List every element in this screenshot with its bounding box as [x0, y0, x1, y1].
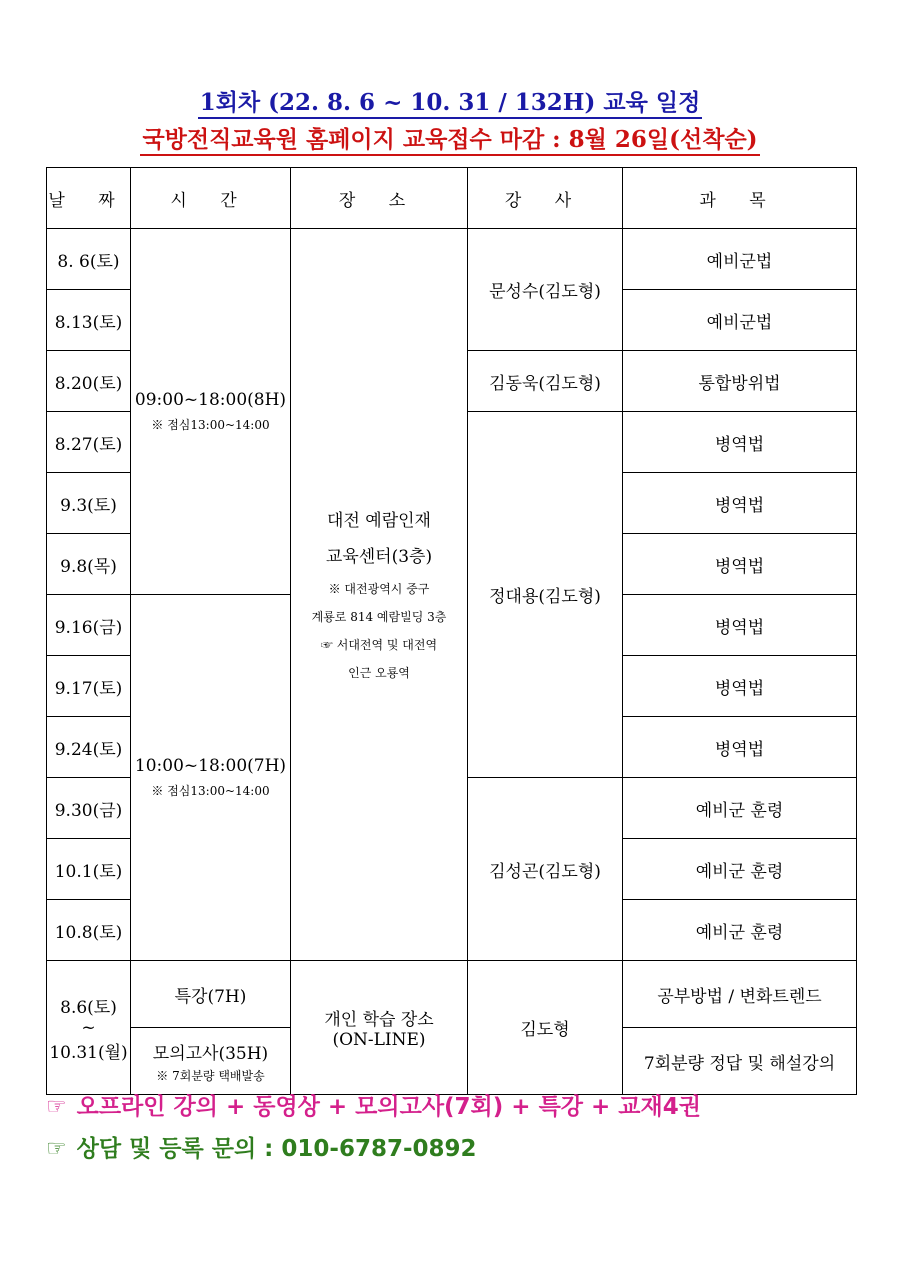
program-summary: [46, 1088, 701, 1121]
time-block-1-note: ※ 점심13:00~14:00: [151, 418, 270, 432]
time-block-2-time: 10:00~18:00(7H): [134, 756, 287, 776]
date-cell: 8.13(토): [47, 290, 131, 351]
header-time: 시 간: [131, 168, 291, 229]
contact-info: [46, 1130, 477, 1163]
time-block-2-note: ※ 점심13:00~14:00: [151, 784, 270, 798]
time-block-1: [131, 229, 291, 595]
date-cell: 9.24(토): [47, 717, 131, 778]
special-place-cell: [291, 961, 468, 1095]
place-note2: 계룡로 814 예람빌딩 3층: [311, 609, 447, 624]
instructor-cell: 문성수(김도형): [468, 229, 623, 351]
registration-deadline: 국방전직교육원 홈페이지 교육접수 마감 : 8월 26일(선착순): [0, 121, 900, 154]
place-line2: 교육센터(3층): [325, 546, 433, 567]
date-cell: 9.30(금): [47, 778, 131, 839]
place-note3: ☞ 서대전역 및 대전역: [320, 637, 438, 652]
special-instructor-cell: 김도형: [468, 961, 623, 1095]
special-time-2: 모의고사(35H): [152, 1043, 269, 1064]
header-instructor: 강 사: [468, 168, 623, 229]
date-cell: 9.16(금): [47, 595, 131, 656]
subject-cell: 통합방위법: [623, 351, 857, 412]
table-header-row: [47, 168, 857, 229]
date-cell: 8.20(토): [47, 351, 131, 412]
schedule-title: 1회차 (22. 8. 6 ~ 10. 31 / 132H) 교육 일정: [0, 84, 900, 117]
date-cell: 10.1(토): [47, 839, 131, 900]
header-place: 장 소: [291, 168, 468, 229]
subject-cell: 예비군 훈령: [623, 778, 857, 839]
special-row: [47, 961, 857, 1028]
instructor-cell: 김동욱(김도형): [468, 351, 623, 412]
date-cell: 9.17(토): [47, 656, 131, 717]
place-cell: [291, 229, 468, 961]
special-date-line3: 10.31(월): [49, 1042, 128, 1063]
subject-cell: 병역법: [623, 534, 857, 595]
subject-cell: 병역법: [623, 412, 857, 473]
place-note4: 인근 오룡역: [348, 665, 410, 680]
place-note1: ※ 대전광역시 중구: [328, 581, 430, 596]
date-cell: 8.27(토): [47, 412, 131, 473]
subject-cell: 병역법: [623, 473, 857, 534]
date-cell: 10.8(토): [47, 900, 131, 961]
time-block-1-time: 09:00~18:00(8H): [134, 390, 287, 410]
special-date-line2: ~: [81, 1017, 96, 1038]
pointing-hand-icon: ☞: [46, 1094, 67, 1120]
time-block-2: [131, 595, 291, 961]
date-cell: 9.3(토): [47, 473, 131, 534]
subject-cell: 병역법: [623, 717, 857, 778]
special-date-line1: 8.6(토): [60, 997, 117, 1018]
special-time-1: 특강(7H): [131, 961, 291, 1028]
date-cell: 8. 6(토): [47, 229, 131, 290]
program-summary-text: 오프라인 강의 + 동영상 + 모의고사(7회) + 특강 + 교재4권: [76, 1094, 701, 1120]
contact-info-text: 상담 및 등록 문의 : 010-6787-0892: [76, 1136, 477, 1162]
special-subject-2: 7회분량 정답 및 해설강의: [623, 1028, 857, 1095]
header-date: 날 짜: [47, 168, 131, 229]
subject-cell: 병역법: [623, 595, 857, 656]
subject-cell: 병역법: [623, 656, 857, 717]
special-place-line2: (ON-LINE): [332, 1030, 426, 1050]
special-subject-1: 공부방법 / 변화트렌드: [623, 961, 857, 1028]
pointing-hand-icon: ☞: [46, 1136, 67, 1162]
subject-cell: 예비군 훈령: [623, 900, 857, 961]
header-subject: 과 목: [623, 168, 857, 229]
table-row: [47, 229, 857, 290]
place-line1: 대전 예람인재: [327, 510, 431, 531]
instructor-cell: 김성곤(김도형): [468, 778, 623, 961]
special-time-2-cell: [131, 1028, 291, 1095]
special-date-cell: [47, 961, 131, 1095]
instructor-cell: 정대용(김도형): [468, 412, 623, 778]
subject-cell: 예비군법: [623, 229, 857, 290]
subject-cell: 예비군 훈령: [623, 839, 857, 900]
special-place-line1: 개인 학습 장소: [324, 1010, 434, 1030]
schedule-table: [46, 167, 857, 1095]
subject-cell: 예비군법: [623, 290, 857, 351]
special-time-2-note: ※ 7회분량 택배발송: [156, 1068, 265, 1083]
date-cell: 9.8(목): [47, 534, 131, 595]
